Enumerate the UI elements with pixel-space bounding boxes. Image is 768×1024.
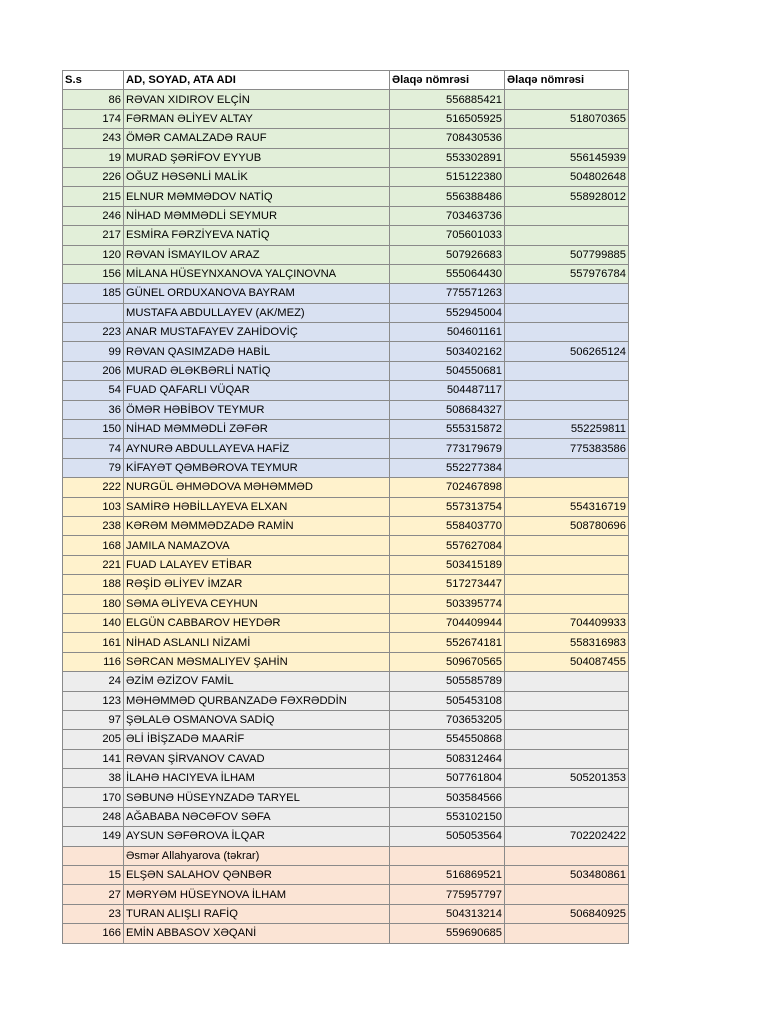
cell-ss[interactable]: 248 [63,807,124,826]
cell-phone-1[interactable]: 557313754 [390,497,505,516]
cell-phone-2[interactable]: 506265124 [505,342,629,361]
cell-phone-2[interactable] [505,478,629,497]
header-phone-1[interactable]: Əlaqə nömrəsi [390,71,505,90]
cell-phone-2[interactable] [505,730,629,749]
cell-phone-1[interactable]: 508684327 [390,400,505,419]
cell-phone-2[interactable] [505,672,629,691]
table-row [63,420,629,439]
table-row [63,226,629,245]
cell-phone-1[interactable]: 503584566 [390,788,505,807]
table-row [63,536,629,555]
cell-name[interactable]: ƏLİ İBİŞZADƏ MAARİF [124,730,390,749]
cell-name[interactable]: NURGÜL ƏHMƏDOVA MƏHƏMMƏD [124,478,390,497]
cell-ss[interactable]: 205 [63,730,124,749]
header-full-name[interactable]: AD, SOYAD, ATA ADI [124,71,390,90]
cell-ss[interactable]: 23 [63,904,124,923]
table-row [63,807,629,826]
cell-phone-2[interactable] [505,749,629,768]
cell-ss[interactable]: 36 [63,400,124,419]
cell-phone-1[interactable]: 558403770 [390,516,505,535]
table-row [63,264,629,283]
cell-ss[interactable]: 156 [63,264,124,283]
cell-phone-2[interactable]: 504087455 [505,652,629,671]
cell-ss[interactable]: 150 [63,420,124,439]
table-row [63,749,629,768]
table-row [63,497,629,516]
cell-phone-1[interactable]: 704409944 [390,613,505,632]
cell-phone-1[interactable]: 555064430 [390,264,505,283]
cell-ss[interactable]: 188 [63,575,124,594]
cell-phone-1[interactable]: 507761804 [390,769,505,788]
cell-phone-1[interactable]: 503402162 [390,342,505,361]
cell-phone-2[interactable]: 506840925 [505,904,629,923]
cell-ss[interactable]: 19 [63,148,124,167]
cell-phone-1[interactable] [390,846,505,865]
table-row [63,148,629,167]
cell-phone-1[interactable]: 508312464 [390,749,505,768]
cell-name[interactable]: KİFAYƏT QƏMBƏROVA TEYMUR [124,458,390,477]
cell-name[interactable]: TURAN ALIŞLI RAFİQ [124,904,390,923]
cell-ss[interactable]: 226 [63,167,124,186]
cell-phone-2[interactable] [505,129,629,148]
cell-name[interactable]: RƏVAN QASIMZADƏ HABİL [124,342,390,361]
cell-name[interactable]: NİHAD ASLANLI NİZAMİ [124,633,390,652]
cell-phone-2[interactable]: 518070365 [505,109,629,128]
cell-phone-2[interactable] [505,536,629,555]
table-row [63,361,629,380]
cell-ss[interactable]: 246 [63,206,124,225]
cell-phone-2[interactable]: 554316719 [505,497,629,516]
cell-phone-2[interactable]: 558316983 [505,633,629,652]
cell-phone-1[interactable]: 556388486 [390,187,505,206]
cell-ss[interactable]: 140 [63,613,124,632]
cell-ss[interactable]: 79 [63,458,124,477]
cell-phone-2[interactable] [505,555,629,574]
cell-name[interactable]: NİHAD MƏMMƏDLİ ZƏFƏR [124,420,390,439]
table-row [63,652,629,671]
table-row [63,206,629,225]
cell-phone-2[interactable] [505,691,629,710]
cell-ss[interactable]: 38 [63,769,124,788]
table-row [63,769,629,788]
cell-phone-2[interactable]: 503480861 [505,866,629,885]
contact-table [62,70,629,944]
cell-phone-2[interactable] [505,284,629,303]
cell-phone-2[interactable]: 557976784 [505,264,629,283]
cell-ss[interactable]: 24 [63,672,124,691]
cell-phone-1[interactable]: 504601161 [390,323,505,342]
cell-phone-1[interactable]: 559690685 [390,924,505,943]
cell-phone-2[interactable] [505,206,629,225]
header-row [63,71,629,90]
header-phone-2[interactable]: Əlaqə nömrəsi [505,71,629,90]
cell-name[interactable]: KƏRƏM MƏMMƏDZADƏ RAMİN [124,516,390,535]
table-row [63,478,629,497]
cell-ss[interactable]: 97 [63,710,124,729]
cell-name[interactable]: SAMİRƏ HƏBİLLAYEVA ELXAN [124,497,390,516]
cell-phone-2[interactable]: 558928012 [505,187,629,206]
cell-phone-1[interactable]: 552945004 [390,303,505,322]
table-row [63,710,629,729]
cell-phone-1[interactable]: 557627084 [390,536,505,555]
cell-phone-1[interactable]: 702467898 [390,478,505,497]
cell-name[interactable]: RƏŞİD ƏLİYEV İMZAR [124,575,390,594]
cell-name[interactable]: NİHAD MƏMMƏDLİ SEYMUR [124,206,390,225]
cell-phone-1[interactable]: 773179679 [390,439,505,458]
cell-ss[interactable]: 221 [63,555,124,574]
cell-ss[interactable]: 27 [63,885,124,904]
cell-phone-2[interactable]: 507799885 [505,245,629,264]
cell-name[interactable]: MURAD ƏLƏKBƏRLİ NATİQ [124,361,390,380]
cell-name[interactable]: SƏBUNƏ HÜSEYNZADƏ TARYEL [124,788,390,807]
cell-phone-1[interactable]: 552277384 [390,458,505,477]
cell-ss[interactable]: 141 [63,749,124,768]
cell-phone-2[interactable] [505,710,629,729]
cell-ss[interactable]: 166 [63,924,124,943]
cell-phone-2[interactable]: 505201353 [505,769,629,788]
cell-ss[interactable]: 185 [63,284,124,303]
table-row [63,846,629,865]
table-row [63,788,629,807]
cell-phone-2[interactable] [505,924,629,943]
cell-phone-2[interactable] [505,323,629,342]
cell-phone-1[interactable]: 503395774 [390,594,505,613]
cell-name[interactable]: MURAD ŞƏRİFOV EYYUB [124,148,390,167]
cell-name[interactable]: ELGÜN CABBAROV HEYDƏR [124,613,390,632]
cell-name[interactable]: Əsmər Allahyarova (təkrar) [124,846,390,865]
cell-phone-2[interactable] [505,303,629,322]
cell-ss[interactable]: 116 [63,652,124,671]
cell-name[interactable]: İLAHƏ HACIYEVA İLHAM [124,769,390,788]
cell-ss[interactable]: 123 [63,691,124,710]
table-row [63,730,629,749]
cell-phone-1[interactable]: 703463736 [390,206,505,225]
cell-name[interactable]: ƏZİM ƏZİZOV FAMİL [124,672,390,691]
cell-phone-1[interactable]: 703653205 [390,710,505,729]
cell-name[interactable]: ESMİRA FƏRZİYEVA NATİQ [124,226,390,245]
cell-phone-1[interactable]: 775957797 [390,885,505,904]
cell-phone-2[interactable]: 775383586 [505,439,629,458]
cell-name[interactable]: SƏRCAN MƏSMALIYEV ŞAHİN [124,652,390,671]
cell-name[interactable]: JAMILA NAMAZOVA [124,536,390,555]
cell-phone-2[interactable] [505,807,629,826]
table-row [63,167,629,186]
cell-name[interactable]: SƏMA ƏLİYEVA CEYHUN [124,594,390,613]
cell-name[interactable]: FƏRMAN ƏLİYEV ALTAY [124,109,390,128]
cell-ss[interactable]: 74 [63,439,124,458]
cell-phone-1[interactable]: 556885421 [390,90,505,109]
cell-phone-2[interactable] [505,458,629,477]
table-header [63,71,629,90]
cell-name[interactable]: RƏVAN ŞİRVANOV CAVAD [124,749,390,768]
cell-ss[interactable]: 103 [63,497,124,516]
cell-ss[interactable]: 217 [63,226,124,245]
table-row [63,827,629,846]
cell-phone-1[interactable]: 516869521 [390,866,505,885]
cell-phone-2[interactable]: 702202422 [505,827,629,846]
cell-phone-2[interactable]: 508780696 [505,516,629,535]
table-row [63,323,629,342]
cell-phone-2[interactable]: 552259811 [505,420,629,439]
cell-phone-2[interactable] [505,846,629,865]
cell-name[interactable]: MUSTAFA ABDULLAYEV (AK/MEZ) [124,303,390,322]
cell-name[interactable]: MİLANA HÜSEYNXANOVA YALÇINOVNA [124,264,390,283]
cell-ss[interactable]: 170 [63,788,124,807]
cell-phone-1[interactable]: 503415189 [390,555,505,574]
cell-phone-2[interactable] [505,381,629,400]
table-row [63,924,629,943]
cell-name[interactable]: OĞUZ HƏSƏNLİ MALİK [124,167,390,186]
table-row [63,613,629,632]
cell-name[interactable]: MƏHƏMMƏD QURBANZADƏ FƏXRƏDDİN [124,691,390,710]
cell-phone-2[interactable]: 556145939 [505,148,629,167]
cell-phone-2[interactable] [505,788,629,807]
cell-phone-1[interactable]: 553102150 [390,807,505,826]
cell-name[interactable]: AYSUN SƏFƏROVA İLQAR [124,827,390,846]
cell-name[interactable]: RƏVAN İSMAYILOV ARAZ [124,245,390,264]
cell-phone-1[interactable]: 555315872 [390,420,505,439]
cell-ss[interactable]: 168 [63,536,124,555]
cell-phone-1[interactable]: 516505925 [390,109,505,128]
cell-phone-1[interactable]: 505453108 [390,691,505,710]
cell-ss[interactable]: 15 [63,866,124,885]
cell-phone-1[interactable]: 775571263 [390,284,505,303]
cell-phone-2[interactable] [505,400,629,419]
cell-ss[interactable]: 222 [63,478,124,497]
cell-phone-2[interactable]: 704409933 [505,613,629,632]
cell-ss[interactable]: 238 [63,516,124,535]
cell-name[interactable]: FUAD LALAYEV ETİBAR [124,555,390,574]
cell-phone-1[interactable]: 509670565 [390,652,505,671]
cell-phone-2[interactable] [505,885,629,904]
table-row [63,866,629,885]
cell-phone-2[interactable] [505,90,629,109]
cell-name[interactable]: ELNUR MƏMMƏDOV NATİQ [124,187,390,206]
cell-ss[interactable]: 180 [63,594,124,613]
cell-ss[interactable]: 99 [63,342,124,361]
table-row [63,885,629,904]
cell-ss[interactable]: 206 [63,361,124,380]
cell-name[interactable]: ÖMƏR CAMALZADƏ RAUF [124,129,390,148]
cell-ss[interactable]: 149 [63,827,124,846]
cell-phone-1[interactable]: 504313214 [390,904,505,923]
cell-phone-1[interactable]: 554550868 [390,730,505,749]
cell-name[interactable]: AĞABABA NƏCƏFOV SƏFA [124,807,390,826]
cell-ss[interactable]: 174 [63,109,124,128]
cell-phone-1[interactable]: 504550681 [390,361,505,380]
cell-ss[interactable]: 120 [63,245,124,264]
cell-name[interactable]: FUAD QAFARLI VÜQAR [124,381,390,400]
cell-phone-1[interactable]: 705601033 [390,226,505,245]
cell-name[interactable]: ŞƏLALƏ OSMANOVA SADİQ [124,710,390,729]
table-row [63,400,629,419]
cell-phone-1[interactable]: 515122380 [390,167,505,186]
cell-ss[interactable]: 223 [63,323,124,342]
table-row [63,342,629,361]
cell-phone-1[interactable]: 505053564 [390,827,505,846]
cell-name[interactable]: EMİN ABBASOV XƏQANİ [124,924,390,943]
table-row [63,90,629,109]
table-row [63,594,629,613]
cell-phone-1[interactable]: 553302891 [390,148,505,167]
table-row [63,575,629,594]
table-row [63,245,629,264]
table-row [63,303,629,322]
table-row [63,633,629,652]
table-row [63,187,629,206]
cell-phone-2[interactable] [505,361,629,380]
table-row [63,458,629,477]
cell-ss[interactable] [63,303,124,322]
table-row [63,672,629,691]
cell-phone-2[interactable] [505,594,629,613]
cell-ss[interactable]: 161 [63,633,124,652]
cell-phone-2[interactable]: 504802648 [505,167,629,186]
cell-ss[interactable]: 54 [63,381,124,400]
cell-phone-1[interactable]: 507926683 [390,245,505,264]
cell-phone-2[interactable] [505,226,629,245]
cell-ss[interactable]: 86 [63,90,124,109]
table-row [63,516,629,535]
cell-phone-1[interactable]: 505585789 [390,672,505,691]
table-row [63,691,629,710]
table-row [63,439,629,458]
cell-name[interactable]: ELŞƏN SALAHOV QƏNBƏR [124,866,390,885]
table-row [63,381,629,400]
cell-phone-1[interactable]: 504487117 [390,381,505,400]
cell-ss[interactable]: 215 [63,187,124,206]
cell-ss[interactable] [63,846,124,865]
table-row [63,555,629,574]
cell-phone-1[interactable]: 552674181 [390,633,505,652]
cell-name[interactable]: AYNURƏ ABDULLAYEVA HAFİZ [124,439,390,458]
table-row [63,109,629,128]
table-row [63,904,629,923]
table-row [63,129,629,148]
header-ss[interactable]: S.s [63,71,124,90]
cell-name[interactable]: MƏRYƏM HÜSEYNOVA İLHAM [124,885,390,904]
cell-name[interactable]: ANAR MUSTAFAYEV ZAHİDOVİÇ [124,323,390,342]
cell-phone-1[interactable]: 517273447 [390,575,505,594]
cell-name[interactable]: GÜNEL ORDUXANOVA BAYRAM [124,284,390,303]
table-body [63,90,629,943]
cell-ss[interactable]: 243 [63,129,124,148]
cell-phone-1[interactable]: 708430536 [390,129,505,148]
table-row [63,284,629,303]
cell-phone-2[interactable] [505,575,629,594]
cell-name[interactable]: ÖMƏR HƏBİBOV TEYMUR [124,400,390,419]
cell-name[interactable]: RƏVAN XIDIROV ELÇİN [124,90,390,109]
